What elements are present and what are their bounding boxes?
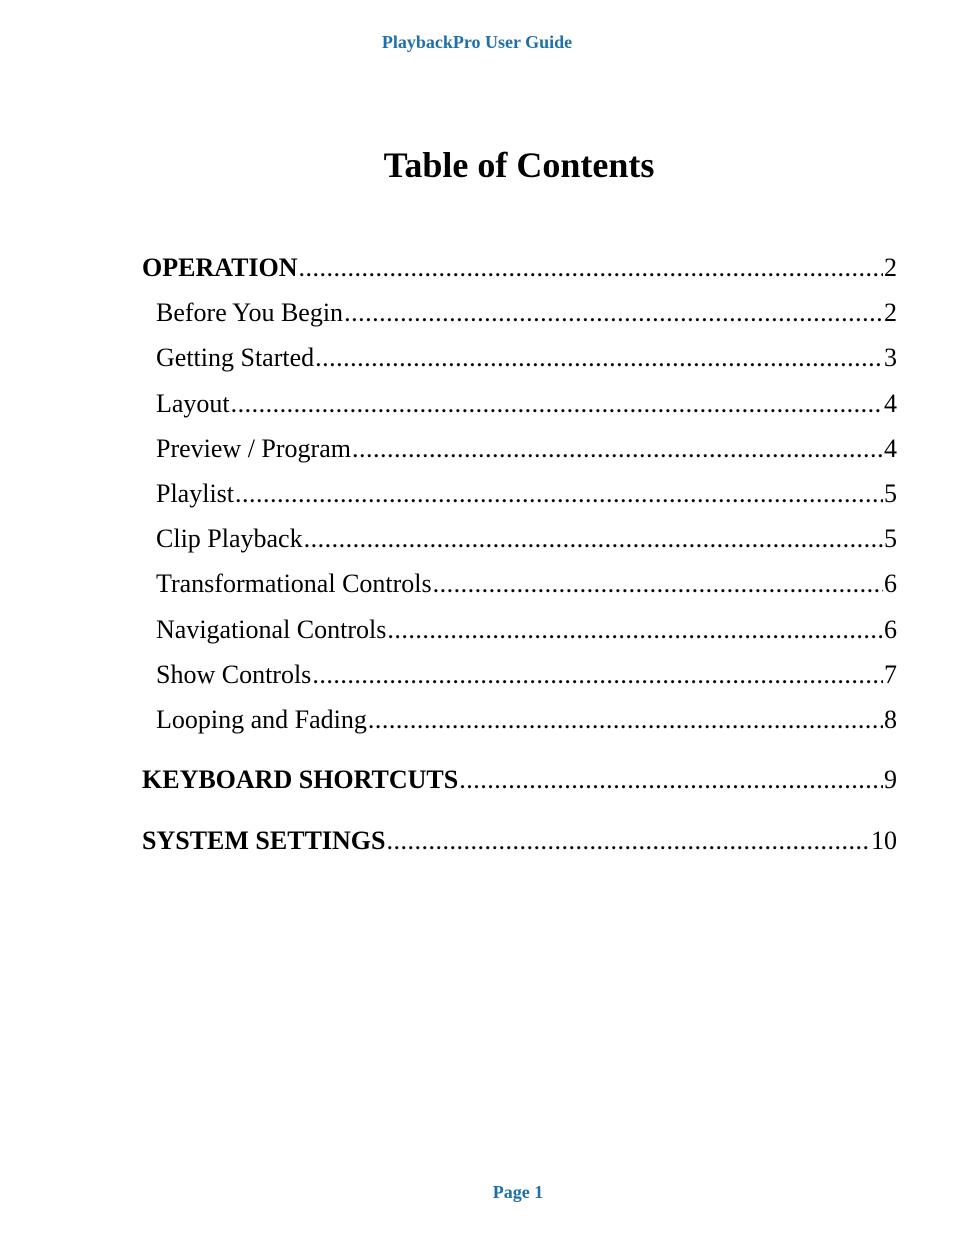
toc-entry-playlist[interactable] — [142, 477, 897, 511]
toc-dot-leader — [235, 477, 883, 511]
toc-entry-keyboard-shortcuts[interactable] — [142, 763, 897, 797]
page-title: Table of Contents — [383, 145, 655, 185]
page-number-footer: Page 1 — [492, 1182, 544, 1202]
toc-entry-preview-program[interactable] — [142, 432, 897, 466]
toc-dot-leader — [433, 567, 883, 601]
toc-page-number: 2 — [884, 298, 897, 327]
toc-dot-leader — [299, 251, 883, 285]
toc-entry-getting-started[interactable] — [142, 341, 897, 375]
toc-entry-label: Transformational Controls — [156, 569, 432, 598]
toc-entry-show-controls[interactable] — [142, 658, 897, 692]
toc-page-number: 10 — [871, 826, 897, 855]
toc-dot-leader — [315, 341, 883, 375]
toc-dot-leader — [386, 824, 870, 858]
toc-dot-leader — [387, 613, 883, 647]
toc-entry-clip-playback[interactable] — [142, 522, 897, 556]
toc-entry-label: KEYBOARD SHORTCUTS — [142, 765, 459, 794]
toc-entry-label: Clip Playback — [156, 524, 303, 553]
toc-entry-label: Layout — [156, 389, 230, 418]
toc-page-number: 9 — [884, 765, 897, 794]
toc-dot-leader — [312, 658, 883, 692]
toc-entry-label: Before You Begin — [156, 298, 344, 327]
toc-dot-leader — [352, 432, 883, 466]
toc-entry-label: Looping and Fading — [156, 705, 367, 734]
toc-page-number: 4 — [884, 389, 897, 418]
toc-entry-operation[interactable] — [142, 251, 897, 285]
toc-entry-looping-and-fading[interactable] — [142, 703, 897, 737]
toc-dot-leader — [344, 296, 883, 330]
toc-page-number: 6 — [884, 569, 897, 598]
toc-entry-label: OPERATION — [142, 253, 298, 282]
toc-entry-label: Playlist — [156, 479, 235, 508]
toc-entry-label: SYSTEM SETTINGS — [142, 826, 386, 855]
toc-entry-label: Getting Started — [156, 343, 315, 372]
toc-entry-system-settings[interactable] — [142, 824, 897, 858]
toc-page-number: 7 — [884, 660, 897, 689]
running-header: PlaybackPro User Guide — [381, 32, 573, 52]
toc-page-number: 8 — [884, 705, 897, 734]
toc-entry-navigational-controls[interactable] — [142, 613, 897, 647]
toc-dot-leader — [304, 522, 883, 556]
toc-page-number: 3 — [884, 343, 897, 372]
toc-entry-before-you-begin[interactable] — [142, 296, 897, 330]
toc-dot-leader — [459, 763, 883, 797]
toc-page-number: 2 — [884, 253, 897, 282]
toc-entry-layout[interactable] — [142, 387, 897, 421]
toc-page-number: 5 — [884, 479, 897, 508]
toc-page-number: 6 — [884, 615, 897, 644]
toc-page-number: 4 — [884, 434, 897, 463]
toc-page-number: 5 — [884, 524, 897, 553]
toc-entry-label: Show Controls — [156, 660, 312, 689]
toc-dot-leader — [231, 387, 883, 421]
toc-entry-label: Navigational Controls — [156, 615, 387, 644]
toc-entry-label: Preview / Program — [156, 434, 351, 463]
toc-entry-transformational-controls[interactable] — [142, 567, 897, 601]
toc-dot-leader — [368, 703, 883, 737]
